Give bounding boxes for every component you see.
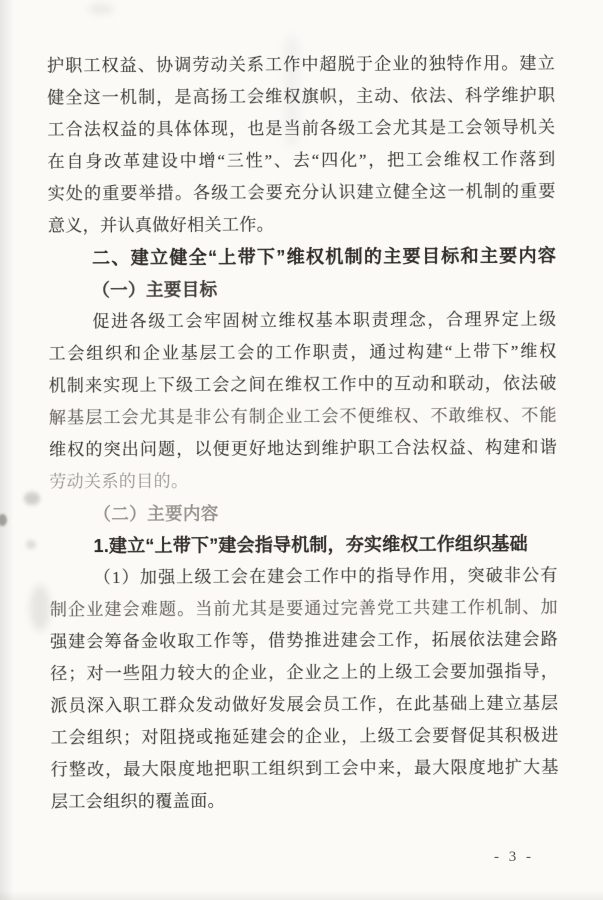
text-line: 劳动关系的目的。	[49, 471, 189, 492]
text-line: 派员深入职工群众发动做好发展会员工作，在此基础上建立基层	[50, 693, 559, 716]
text-line: 行整改，最大限度地把职工组织到工会中来，最大限度地扩大基	[50, 757, 559, 780]
text-line: 维权的突出问题，以便更好地达到维护职工合法权益、构建和谐	[49, 437, 558, 460]
text-line: （1）加强上级工会在建会工作中的指导作用，突破非公有	[93, 565, 558, 588]
sub-heading: （一）主要目标	[92, 279, 218, 301]
text-line: 制企业建会难题。当前尤其是要通过完善党工共建工作机制、加	[49, 597, 558, 620]
scan-smudge	[26, 540, 36, 549]
page-number: - 3 -	[494, 849, 534, 865]
section-heading: 二、建立健全“上带下”维权机制的主要目标和主要内容	[92, 245, 557, 269]
sub-heading: （二）主要内容	[93, 503, 219, 525]
text-line: 强建会筹备金收取工作等，借势推进建会工作，拓展依法建会路	[50, 629, 559, 652]
text-line: 健全这一机制，是高扬工会维权旗帜，主动、依法、科学维护职	[47, 85, 556, 108]
text-line: 工会组织；对阻挠或拖延建会的企业，上级工会要督促其积极进	[50, 725, 559, 748]
scan-smudge	[24, 492, 40, 505]
scan-smudge	[30, 585, 50, 631]
document-text-block	[47, 48, 559, 819]
text-line: 实处的重要举措。各级工会要充分认识建立健全这一机制的重要	[47, 181, 556, 204]
text-line: 机制来实现上下级工会之间在维权工作中的互动和联动，依法破	[48, 373, 557, 396]
scan-edge-shadow	[0, 0, 14, 900]
text-line: 工合法权益的具体体现，也是当前各级工会尤其是工会领导机关	[47, 117, 556, 140]
text-line: 在自身改革建设中增“三性”、去“四化”，把工会维权工作落到	[47, 149, 556, 172]
sub-section-heading: 1.建立“上带下”建会指导机制，夯实维权工作组织基础	[93, 533, 528, 557]
text-line: 护职工权益、协调劳动关系工作中超脱于企业的独特作用。建立	[47, 53, 556, 76]
text-line: 径；对一些阻力较大的企业，企业之上的上级工会要加强指导，	[50, 661, 559, 684]
text-line: 解基层工会尤其是非公有制企业工会不便维权、不敢维权、不能	[48, 405, 557, 428]
scan-bottom-shade	[0, 890, 603, 900]
scan-smudge	[88, 4, 114, 14]
text-line: 工会组织和企业基层工会的工作职责，通过构建“上带下”维权	[48, 341, 557, 364]
text-line: 促进各级工会牢固树立维权基本职责理念，合理界定上级	[92, 309, 557, 332]
text-line: 意义，并认真做好相关工作。	[47, 215, 275, 236]
text-line: 层工会组织的覆盖面。	[50, 791, 225, 812]
